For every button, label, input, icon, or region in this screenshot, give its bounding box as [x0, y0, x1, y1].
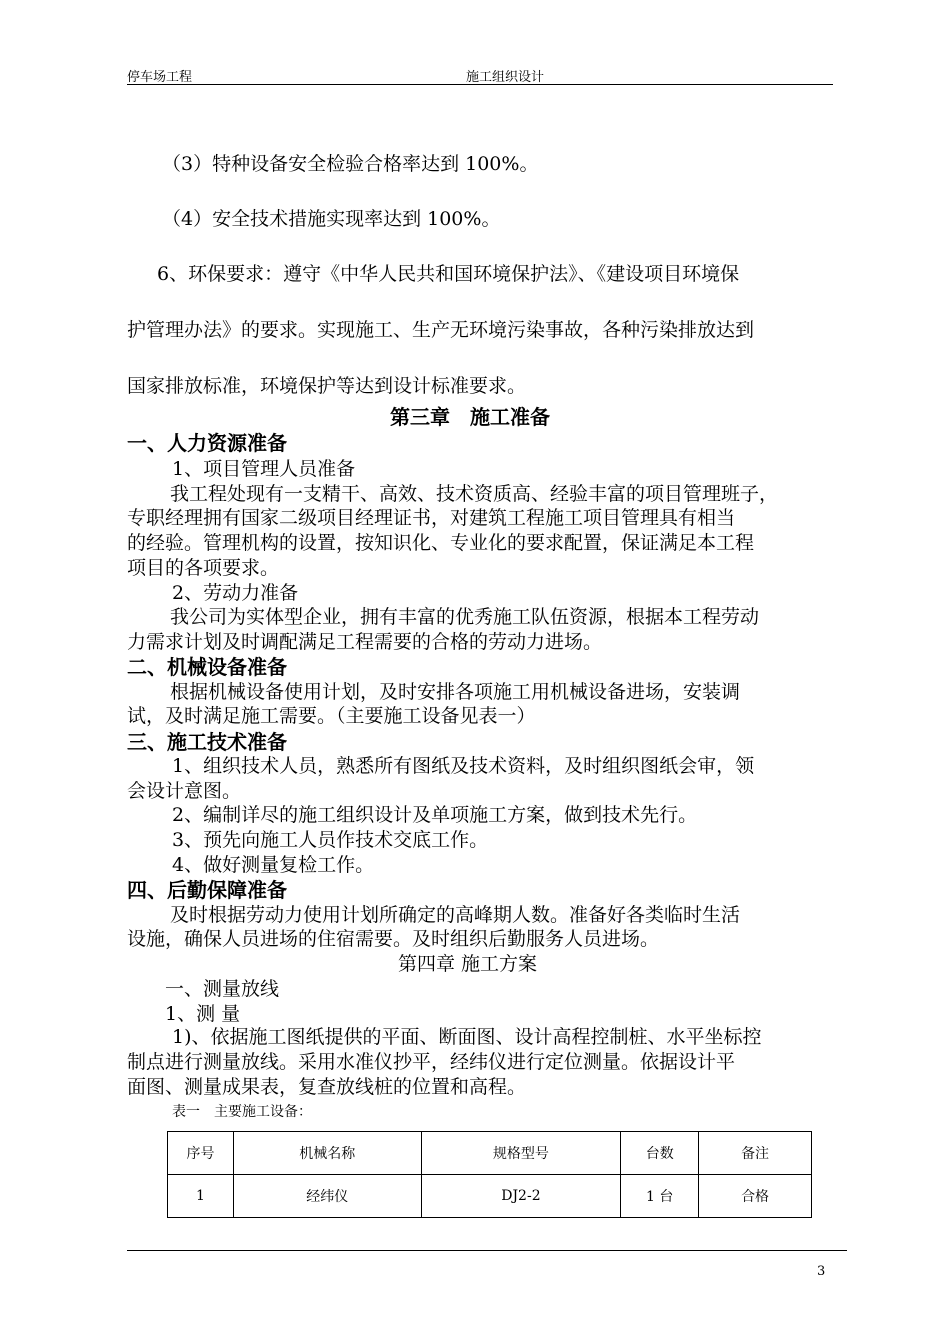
- chapter-4-title: 第四章 施工方案: [398, 953, 538, 975]
- section-1-para-1-line-1: 我工程处现有一支精干、高效、技术资质高、经验丰富的项目管理班子，: [170, 483, 779, 505]
- paragraph-item-4: （4）安全技术措施实现率达到 100%。: [162, 208, 501, 230]
- chapter-4-para-line-2: 制点进行测量放线。采用水准仪抄平，经纬仪进行定位测量。依据设计平: [127, 1051, 736, 1073]
- section-1-para-2-line-1: 我公司为实体型企业，拥有丰富的优秀施工队伍资源，根据本工程劳动: [170, 606, 760, 628]
- footer-rule: [127, 1250, 847, 1251]
- section-1-title: 一、人力资源准备: [127, 431, 287, 455]
- section-2-para-line-2: 试，及时满足施工需要。（主要施工设备见表一）: [127, 705, 536, 727]
- chapter-4-para-line-1: 1)、依据施工图纸提供的平面、断面图、设计高程控制桩、水平坐标控: [172, 1026, 762, 1048]
- section-4-title: 四、后勤保障准备: [127, 878, 287, 902]
- chapter-3-title: 第三章 施工准备: [390, 405, 550, 429]
- chapter-4-section-1: 一、测量放线: [165, 978, 280, 1000]
- section-3-item-2: 2、编制详尽的施工组织设计及单项施工方案，做到技术先行。: [172, 804, 698, 826]
- header-center: 施工组织设计: [466, 70, 545, 85]
- section-1-para-1-line-4: 项目的各项要求。: [127, 557, 280, 579]
- table-cell: 经纬仪: [233, 1175, 421, 1218]
- table-header-cell: 备注: [699, 1132, 812, 1175]
- table-header-cell: 机械名称: [233, 1132, 421, 1175]
- section-3-title: 三、施工技术准备: [127, 730, 287, 754]
- table-header-cell: 规格型号: [421, 1132, 621, 1175]
- section-1-sub-2: 2、劳动力准备: [172, 582, 299, 604]
- section-2-para-line-1: 根据机械设备使用计划，及时安排各项施工用机械设备进场，安装调: [170, 681, 741, 703]
- table-cell: 1 台: [621, 1175, 699, 1218]
- section-4-para-line-1: 及时根据劳动力使用计划所确定的高峰期人数。准备好各类临时生活: [170, 904, 741, 926]
- table-header-row: [168, 1132, 812, 1175]
- table-header-cell: 序号: [168, 1132, 234, 1175]
- table-header-cell: 台数: [621, 1132, 699, 1175]
- table-cell: DJ2-2: [421, 1175, 621, 1218]
- table-cell: 合格: [699, 1175, 812, 1218]
- section-3-item-3: 3、预先向施工人员作技术交底工作。: [172, 829, 489, 851]
- table-cell: 1: [168, 1175, 234, 1218]
- table-caption: 表一 主要施工设备：: [172, 1104, 312, 1120]
- section-1-para-1-line-3: 的经验。管理机构的设置，按知识化、专业化的要求配置，保证满足本工程: [127, 532, 755, 554]
- equipment-table: [167, 1131, 812, 1218]
- page-number: 3: [817, 1264, 826, 1279]
- section-4-para-line-2: 设施，确保人员进场的住宿需要。及时组织后勤服务人员进场。: [127, 928, 660, 950]
- section-1-para-2-line-2: 力需求计划及时调配满足工程需要的合格的劳动力进场。: [127, 631, 603, 653]
- section-3-item-4: 4、做好测量复检工作。: [172, 854, 375, 876]
- section-1-para-1-line-2: 专职经理拥有国家二级项目经理证书，对建筑工程施工项目管理具有相当: [127, 507, 736, 529]
- section-3-item-1-line-2: 会设计意图。: [127, 780, 242, 802]
- header-rule: [127, 84, 833, 85]
- section-2-title: 二、机械设备准备: [127, 655, 287, 679]
- chapter-4-para-line-3: 面图、测量成果表，复查放线桩的位置和高程。: [127, 1076, 527, 1098]
- paragraph-env-line-3: 国家排放标准，环境保护等达到设计标准要求。: [127, 375, 527, 397]
- paragraph-item-3: （3）特种设备安全检验合格率达到 100%。: [162, 153, 539, 175]
- section-1-sub-1: 1、项目管理人员准备: [172, 458, 356, 480]
- chapter-4-subsection-1: 1、测 量: [165, 1003, 241, 1025]
- paragraph-env-line-2: 护管理办法》的要求。实现施工、生产无环境污染事故，各种污染排放达到: [127, 319, 755, 341]
- paragraph-env-line-1: 6、环保要求：遵守《中华人民共和国环境保护法》、《建设项目环境保: [157, 263, 740, 285]
- header-left: 停车场工程: [127, 70, 193, 85]
- table-row: [168, 1175, 812, 1218]
- section-3-item-1-line-1: 1、组织技术人员，熟悉所有图纸及技术资料，及时组织图纸会审，领: [172, 755, 755, 777]
